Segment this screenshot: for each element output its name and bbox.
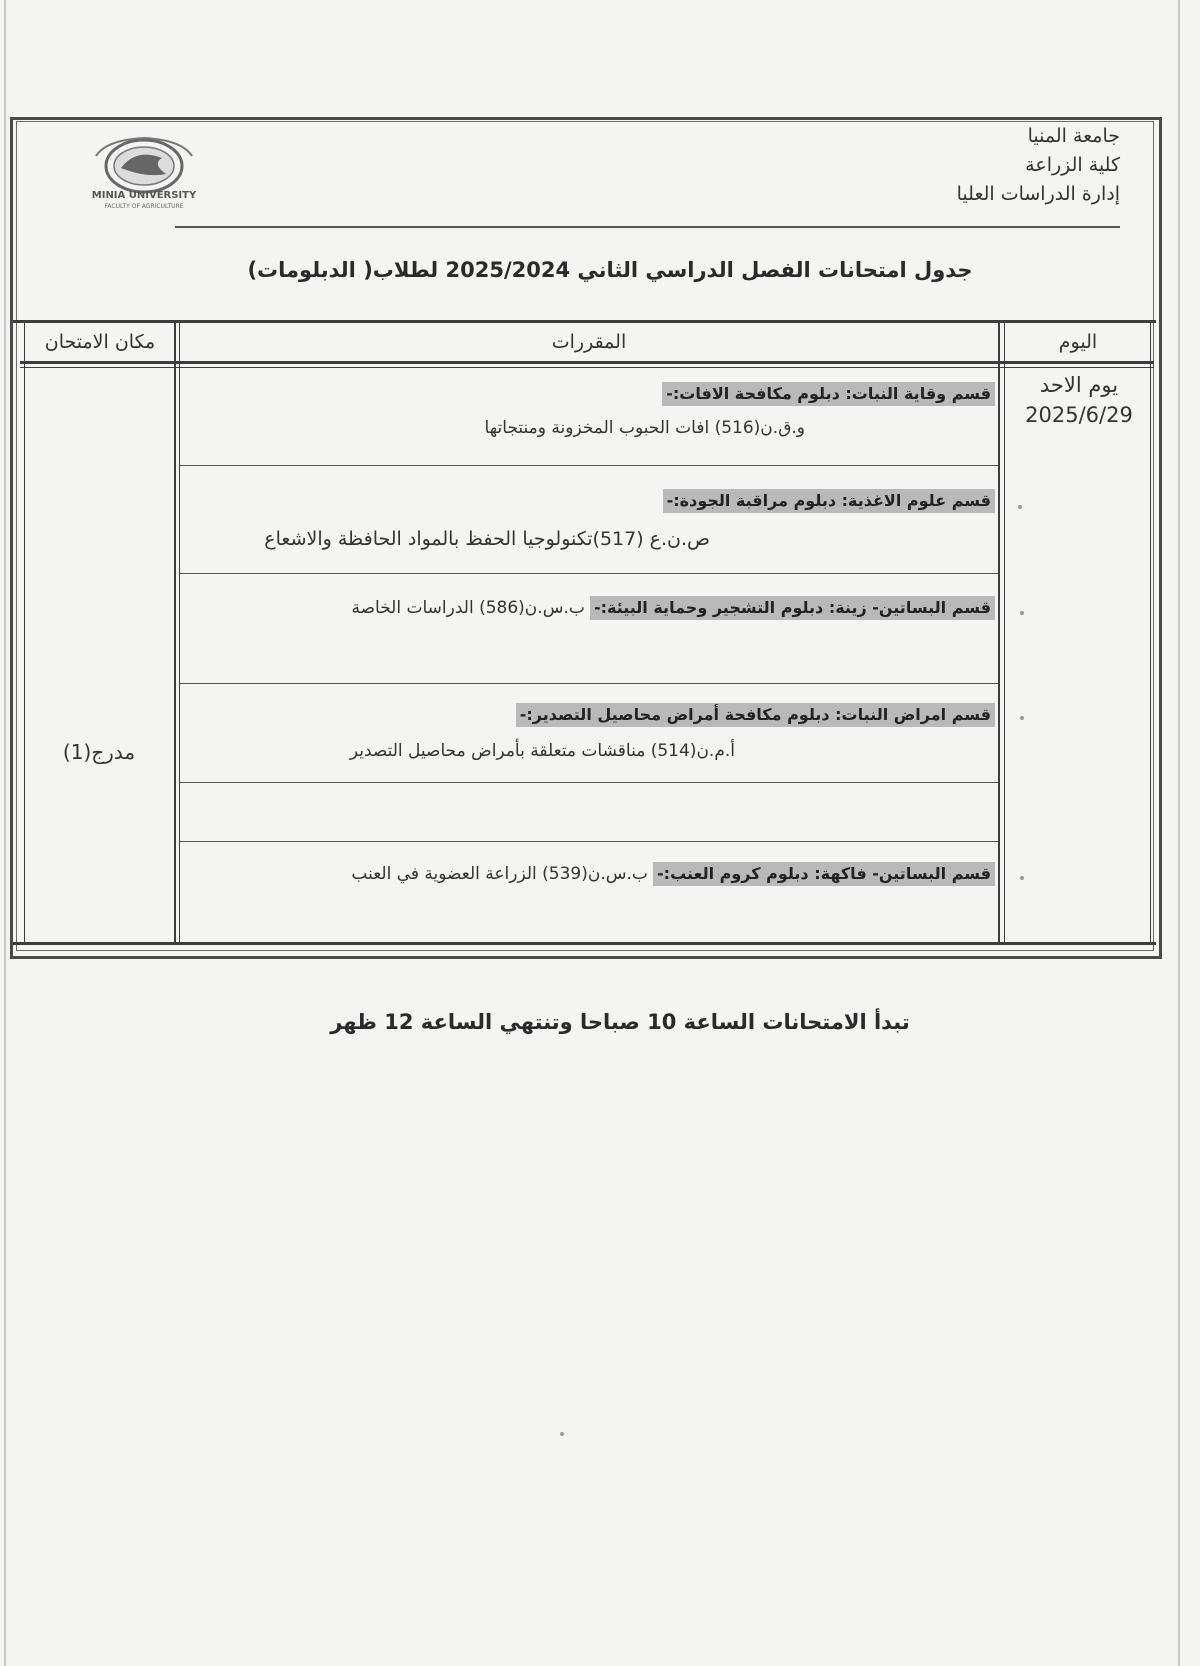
table-col-divider-day	[998, 323, 1000, 943]
university-name: جامعة المنيا	[1027, 125, 1120, 147]
course-section	[185, 489, 995, 551]
row-divider	[180, 782, 998, 783]
paper-edge-right	[1178, 0, 1180, 1666]
svg-text:FACULTY OF AGRICULTURE: FACULTY OF AGRICULTURE	[104, 203, 184, 210]
table-col-divider-place	[174, 323, 176, 943]
scan-speck	[1020, 716, 1024, 720]
logo-seal-icon	[66, 134, 236, 212]
exam-place: مدرج(1)	[62, 740, 136, 764]
section-department: قسم البساتين- فاكهة: دبلوم كروم العنب:-	[653, 862, 995, 886]
table-body-top-border	[20, 367, 1154, 368]
institution-header	[957, 122, 1120, 209]
header-divider	[175, 226, 1120, 228]
section-department: قسم علوم الاغذية: دبلوم مراقبة الجودة:-	[663, 489, 995, 513]
scan-speck	[1020, 876, 1024, 880]
table-col-divider-place-inner	[179, 323, 180, 943]
section-department: قسم البساتين- زينة: دبلوم التشجير وحماية البيئة:-	[590, 596, 995, 620]
section-department: قسم وقاية النبات: دبلوم مكافحة الافات:-	[662, 382, 995, 406]
row-divider	[180, 683, 998, 684]
scan-speck	[560, 1432, 564, 1436]
exam-time-note: تبدأ الامتحانات الساعة 10 صباحا وتنتهي الساعة 12 ظهر	[330, 1010, 910, 1034]
scan-speck	[1018, 505, 1022, 509]
row-divider	[180, 465, 998, 466]
exam-day-name: يوم الاحد	[1039, 373, 1119, 397]
paper-edge-left	[4, 0, 6, 1666]
row-divider	[180, 841, 998, 842]
course-section	[185, 596, 995, 620]
header-place: مكان الامتحان	[44, 331, 156, 353]
header-courses: المقررات	[551, 331, 627, 353]
exam-day	[1006, 370, 1152, 430]
section-department: قسم امراض النبات: دبلوم مكافحة أمراض محاصيل التصدير:-	[516, 703, 995, 727]
section-course: و.ق.ن(516) افات الحبوب المخزونة ومنتجاتها	[484, 418, 805, 438]
course-section	[185, 382, 995, 440]
scan-speck	[1020, 611, 1024, 615]
course-section	[185, 862, 995, 886]
department-name: إدارة الدراسات العليا	[956, 183, 1120, 205]
table-left-inner-border	[24, 323, 25, 943]
section-course: ص.ن.ع (517)تكنولوجيا الحفظ بالمواد الحافظة والاشعاع	[264, 528, 710, 550]
section-course: ب.س.ن(539) الزراعة العضوية في العنب	[351, 864, 648, 884]
table-header-bottom-border	[20, 361, 1154, 364]
exam-day-date: 2025/6/29	[1025, 403, 1133, 427]
faculty-name: كلية الزراعة	[1025, 154, 1120, 176]
row-divider	[180, 573, 998, 574]
university-logo	[66, 134, 236, 212]
course-section	[185, 703, 995, 763]
section-course: أ.م.ن(514) مناقشات متعلقة بأمراض محاصيل التصدير	[349, 741, 735, 761]
header-day: اليوم	[1058, 331, 1098, 353]
section-course: ب.س.ن(586) الدراسات الخاصة	[351, 598, 585, 618]
svg-text:MINIA UNIVERSITY: MINIA UNIVERSITY	[91, 190, 197, 201]
table-col-divider-day-inner	[1004, 323, 1005, 943]
table-bottom-border	[13, 942, 1156, 945]
table-top-border	[13, 320, 1156, 323]
page-title: جدول امتحانات الفصل الدراسي الثاني 2025/2024 لطلاب( الدبلومات)	[247, 258, 973, 282]
